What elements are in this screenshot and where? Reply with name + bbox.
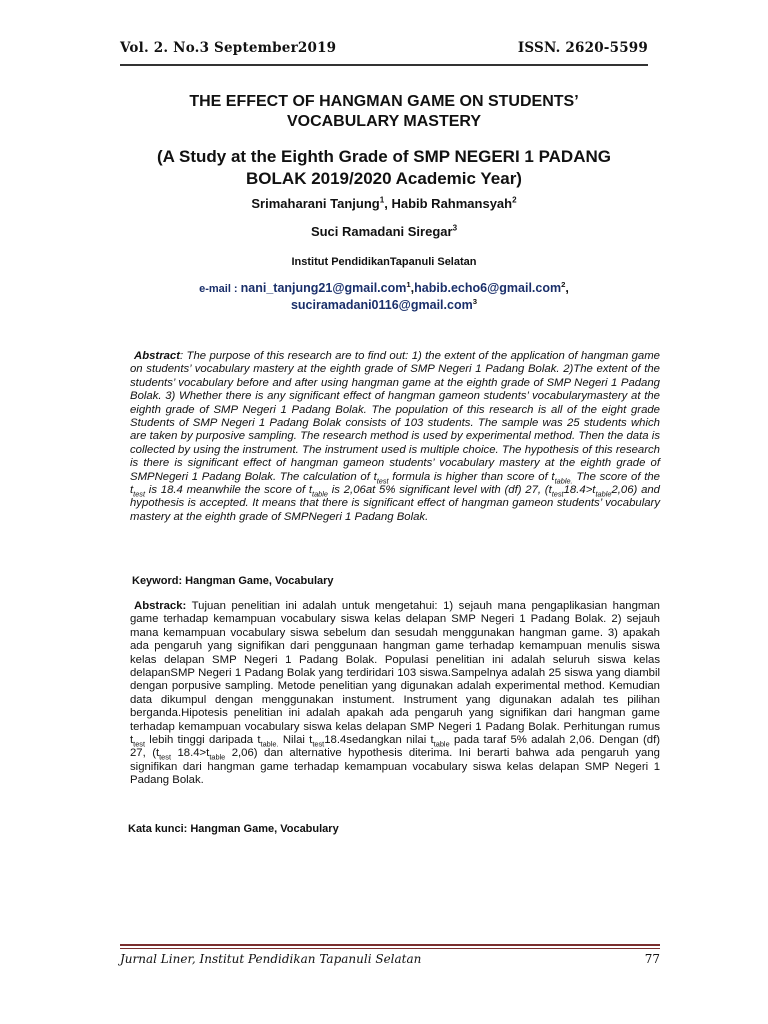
subscript: table [433,739,450,749]
email-link[interactable]: habib.echo6@gmail.com [414,281,562,295]
subtitle-line-2: BOLAK 2019/2020 Academic Year) [246,169,522,188]
abstract-text: Tujuan penelitian ini adalah untuk mengetahui: 1) sejauh mana pengaplikasian hangman game terhadap kemampuan vocabulary siswa kelas delapan SMP Negeri 1 Padang Bolak. 2) sejauh mana kemampuan vocabulary siswa sebelum dan sesudah menggunakan hangman game. 3) apakah ada pengaruh yang signifikan dari penggunaan hangman game terhadap kemampuan menulis siswa kelas delapan SMP Negeri 1 Padang Bolak. Populasi penelitian ini adalah seluruh siswa kelas delapanSMP Negeri 1 Padang Bolak yang terdiridari 103 siswa.Sampelnya adalah 25 siswa yang diambil dengan porpusive sampling. Metode penelitian yang digunakan adalah experimental method. Kemudian data dikumpul dengan menggunakan instument. Instrument yang digunakan adalah tes pilihan berganda.Hipotesis penelitian ini adalah apakah ada pengaruh yang signifikan dari hangman game terhadap kemampuan vocabulary siswa kelas delapan SMP Negeri 1 Padang Bolak. Perhitungan rumus t [130,600,660,747]
subscript: test [551,489,564,499]
keywords-english: Keyword: Hangman Game, Vocabulary [132,575,334,587]
abstract-text: 2,06) dan alternative hypothesis diterima. Ini berarti bahwa ada pengaruh yang signifikan dari hangman game terhadap kemampuan vocabulary siswa kelas delapan SMP Negeri 1 Padang Bolak. [130,747,660,787]
author-name: Srimaharani Tanjung [251,196,380,211]
footer-rule [120,944,660,946]
email-mark: 2 [561,279,566,289]
subscript: test [312,739,325,749]
subscript: test [159,752,172,762]
abstract-label: Abstrack: [134,600,187,612]
paper-subtitle [120,146,648,190]
authors-line-2 [120,224,648,239]
subscript: test [133,739,146,749]
abstract-text: formula is higher than score of t [388,470,555,483]
abstract-text: 2,06) and hypothesis is accepted. It means that there is significant effect of hangman gameon students’ vocabulary mastery at the eighth grade of SMPNegeri 1 Padang Bolak. [130,484,660,523]
subscript: table [312,489,329,499]
author-affiliation-mark: 1 [379,195,385,205]
title-line-2: VOCABULARY MASTERY [286,113,482,130]
subscript: table [209,752,226,762]
subtitle-line-1: (A Study at the Eighth Grade of SMP NEGERI 1 PADANG [156,147,611,166]
subscript: test [376,475,389,485]
abstract-text: : The purpose of this research are to find out: 1) the extent of the application of hangman game on students’ vocabulary mastery at the eighth grade of SMP Negeri 1 Padang Bolak. 2)The extent of the students’ vocabulary before and after using hangman game at the eighth grade of SMP Negeri 1 Padang Bolak. 3) Whether there is any significant effect of hangman gameon students’ vocabularymastery at the eighth grade of SMP Negeri 1 Padang Bolak. The population of this research is all of the eight grade Students of SMP Negeri 1 Padang Bolak consists of 103 students. The sample was 25 students which are taken by purposive sampling. The research method is used by experimental method. Then the data is collected by using the instrument. The instrument used is multiple choice. The hypothesis of this research is there is significant effect of hangman gameon students’ vocabulary mastery at the eighth grade of SMPNegeri 1 Padang Bolak. The calculation of t [130,350,660,483]
email-link[interactable]: suciramadani0116@gmail.com [290,298,473,312]
author-name: Suci Ramadani Siregar [310,224,453,239]
author-affiliation-mark: 3 [452,223,458,233]
subscript: test [133,489,146,499]
author-affiliation-mark: 2 [512,195,517,205]
subscript: table. [260,739,279,749]
abstract-indonesian [130,600,660,788]
subscript: table [595,489,612,499]
abstract-text: lebih tinggi daripada t [145,734,261,747]
subscript: table. [554,475,573,485]
author-name: Habib Rahmansyah [391,196,513,211]
abstract-text: 18.4>t [171,747,210,760]
email-block [120,280,648,313]
abstract-text: Nilai t [278,734,313,747]
abstract-text: is 2,06at 5% significant level with (df) 27, (t [328,484,552,497]
email-mark: 3 [472,296,478,306]
footer-rule [120,948,660,949]
abstract-english [130,350,660,524]
page-number: 77 [644,952,660,966]
institution: Institut PendidikanTapanuli Selatan [291,256,477,268]
authors-line-1 [120,196,648,211]
volume-info: Vol. 2. No.3 September2019 [120,40,337,56]
keywords-indonesian: Kata kunci: Hangman Game, Vocabulary [128,823,339,835]
abstract-text: 18.4sedangkan nilai t [324,734,434,747]
abstract-text: 18.4>t [563,484,596,497]
email-label: e-mail : [199,283,241,295]
email-separator: , [565,281,569,295]
title-line-1: THE EFFECT OF HANGMAN GAME ON STUDENTS’ [189,93,579,110]
journal-name: Jurnal Liner, Institut Pendidikan Tapanuli Selatan [120,952,422,966]
email-mark: 1 [406,279,411,289]
running-header [120,40,648,66]
abstract-label: Abstract [134,350,181,362]
abstract-text: pada taraf 5% adalah 2,06. Dengan (df) 27, (t [130,734,661,760]
email-link[interactable]: nani_tanjung21@gmail.com [240,281,407,295]
issn: ISSN. 2620-5599 [517,40,648,56]
author-separator: , [384,196,392,211]
header-rule [120,64,648,66]
abstract-text: The score of the t [130,470,660,497]
abstract-text: is 18.4 meanwhile the score of t [145,484,313,497]
email-separator: , [410,281,415,295]
paper-title [120,92,648,132]
